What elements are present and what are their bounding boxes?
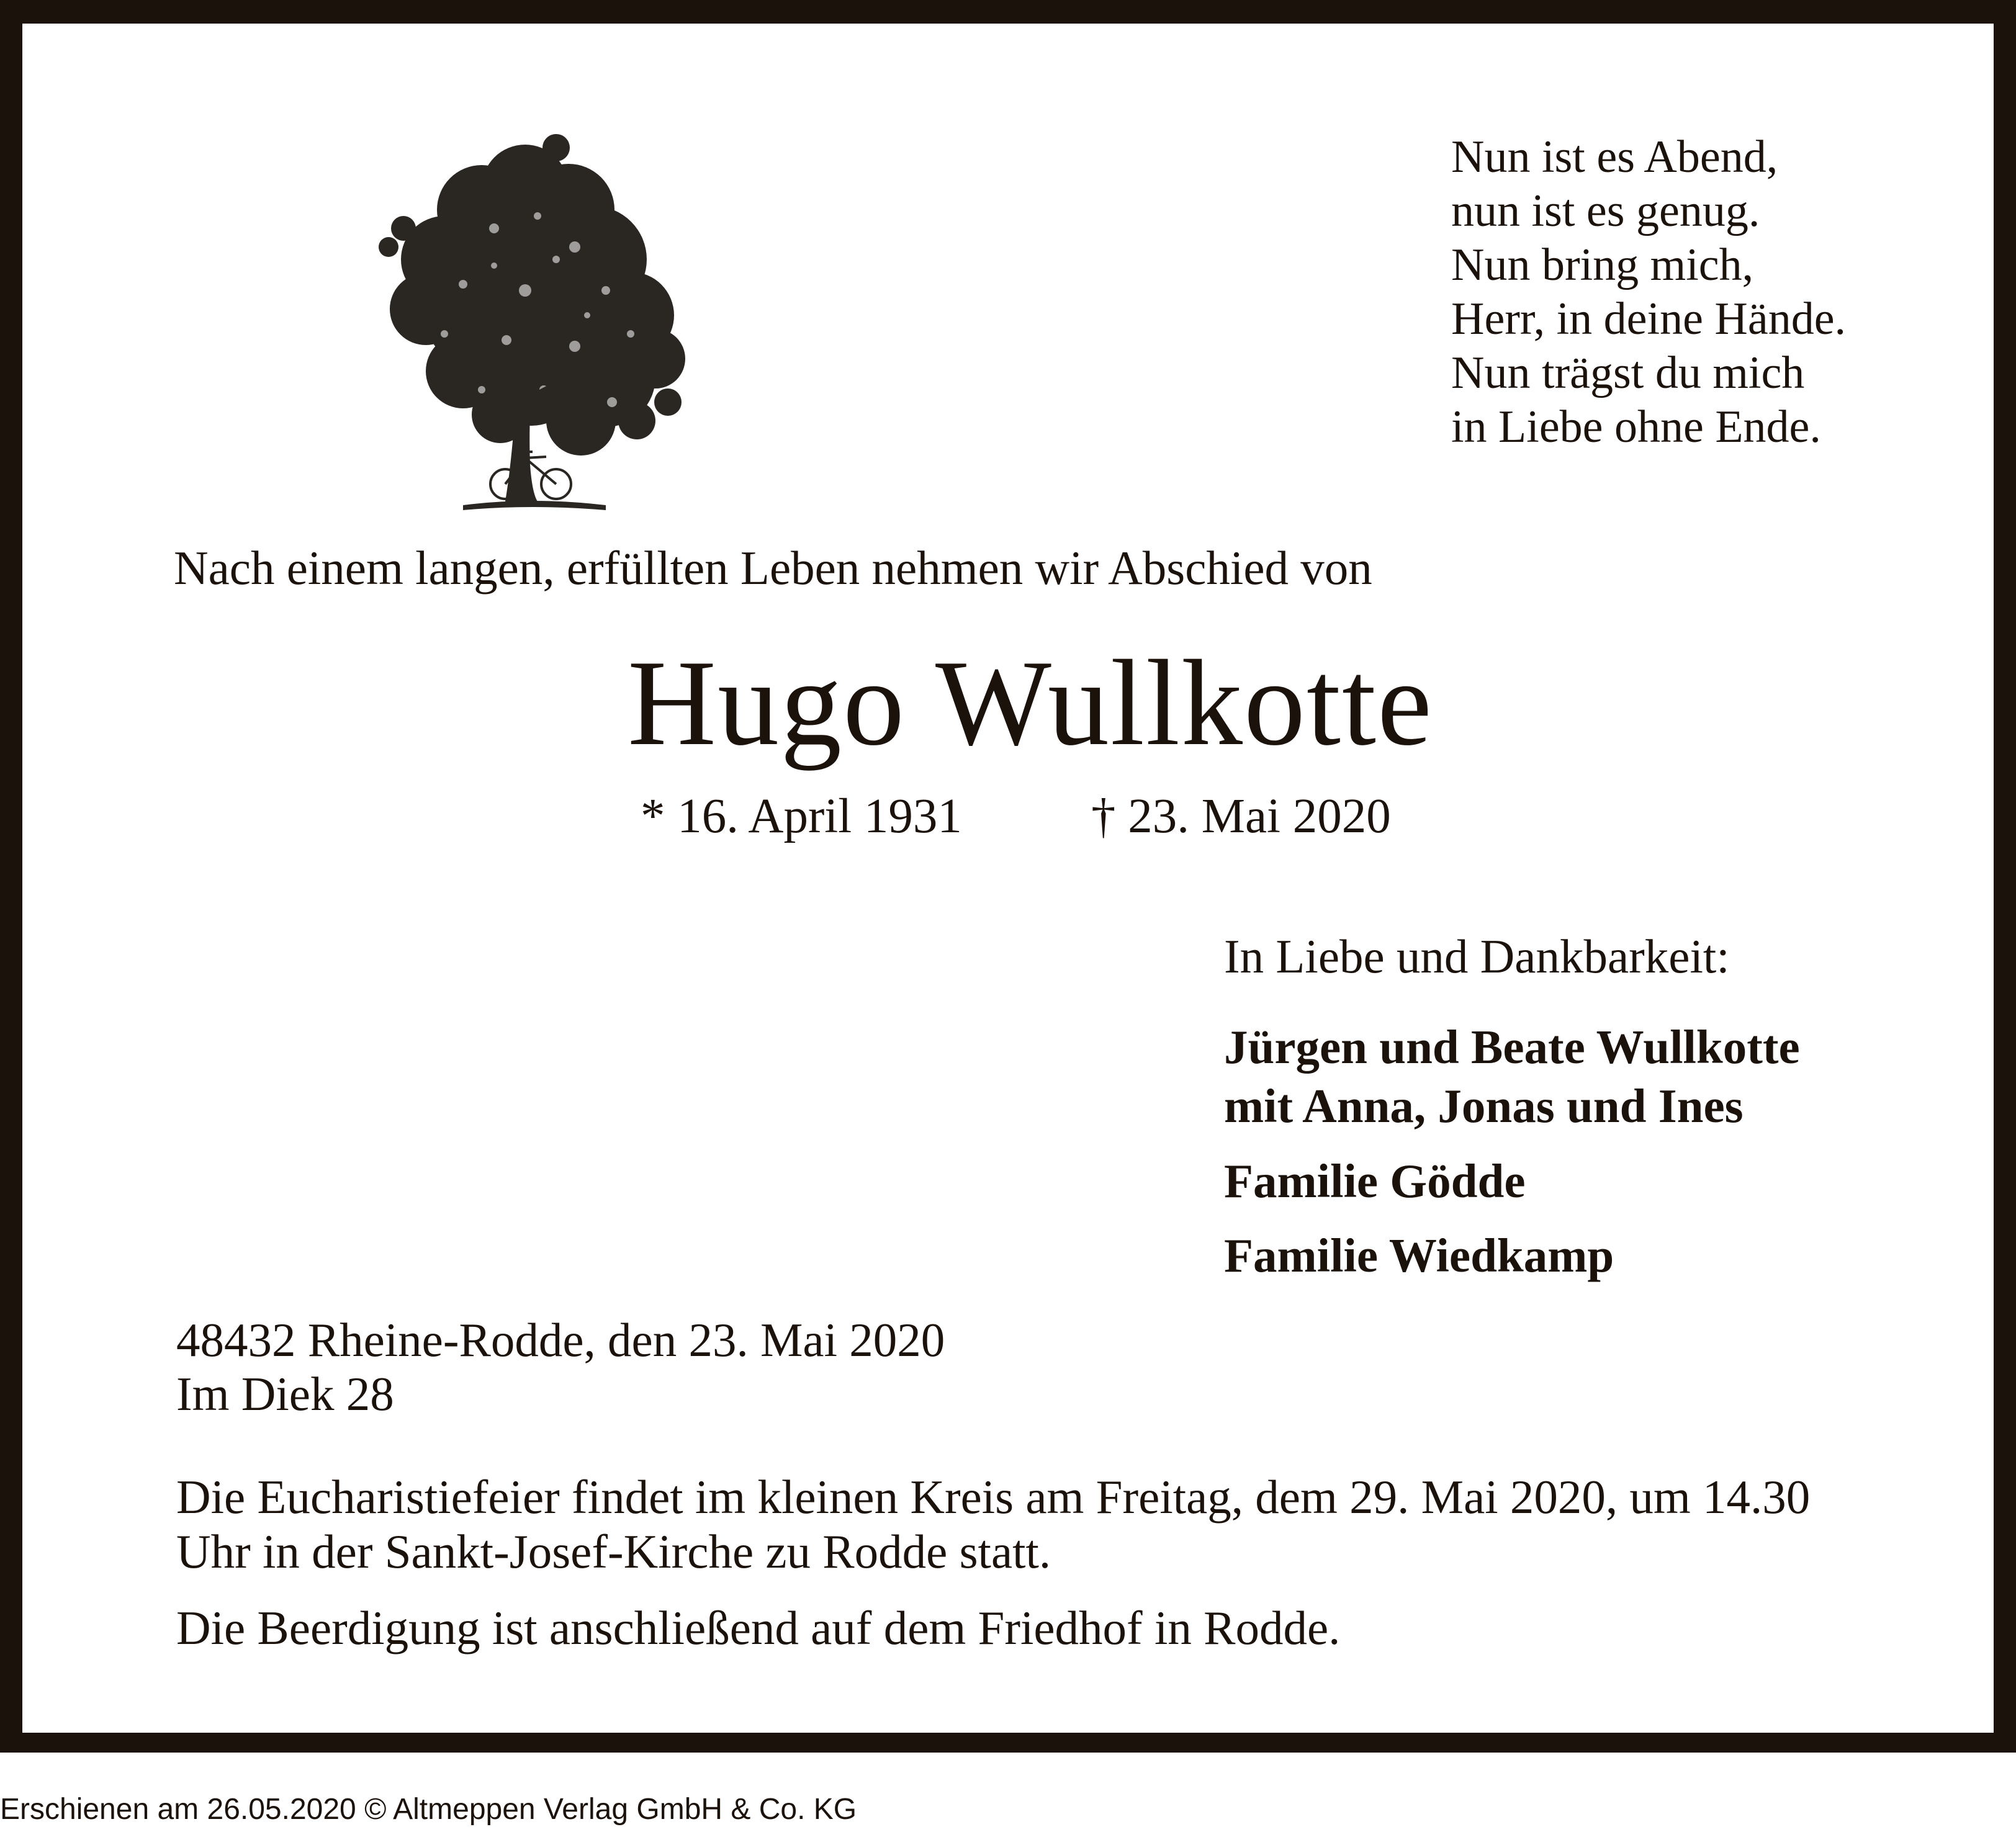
death-date: † 23. Mai 2020 [1091,789,1391,843]
poem-line: Nun bring mich, [1451,240,1754,290]
family-line: mit Anna, Jonas und Ines [1224,1079,1744,1133]
poem-line: Nun ist es Abend, [1451,132,1778,182]
family-line: Familie Gödde [1224,1154,1526,1208]
address-line: 48432 Rheine-Rodde, den 23. Mai 2020 [176,1313,945,1367]
address-line: Im Diek 28 [176,1367,394,1421]
publication-credit: Erschienen am 26.05.2020 © Altmeppen Verlag GmbH & Co. KG [0,1793,857,1826]
poem-line: Nun trägst du mich [1451,348,1805,398]
family-line: Jürgen und Beate Wullkotte [1224,1020,1800,1074]
service-line: Die Eucharistiefeier findet im kleinen Kreis am Freitag, dem 29. Mai 2020, um 14.30 [176,1470,1811,1524]
thanks-line: In Liebe und Dankbarkeit: [1224,930,1730,983]
poem-line: in Liebe ohne Ende. [1451,402,1821,452]
service-line: Uhr in der Sankt-Josef-Kirche zu Rodde statt. [176,1525,1051,1578]
burial-notice: Die Beerdigung ist anschließend auf dem Friedhof in Rodde. [176,1601,1341,1655]
birth-date: * 16. April 1931 [641,789,962,843]
farewell-intro: Nach einem langen, erfüllten Leben nehmen wir Abschied von [174,541,1372,595]
poem-line: nun ist es genug. [1451,186,1760,236]
family-line: Familie Wiedkamp [1224,1229,1614,1282]
deceased-name: Hugo Wullkotte [628,635,1433,771]
memorial-poem [1451,130,1846,454]
service-notice [176,1470,1810,1579]
poem-line: Herr, in deine Hände. [1451,294,1847,344]
address-block [176,1313,945,1421]
tree-illustration [370,129,693,520]
